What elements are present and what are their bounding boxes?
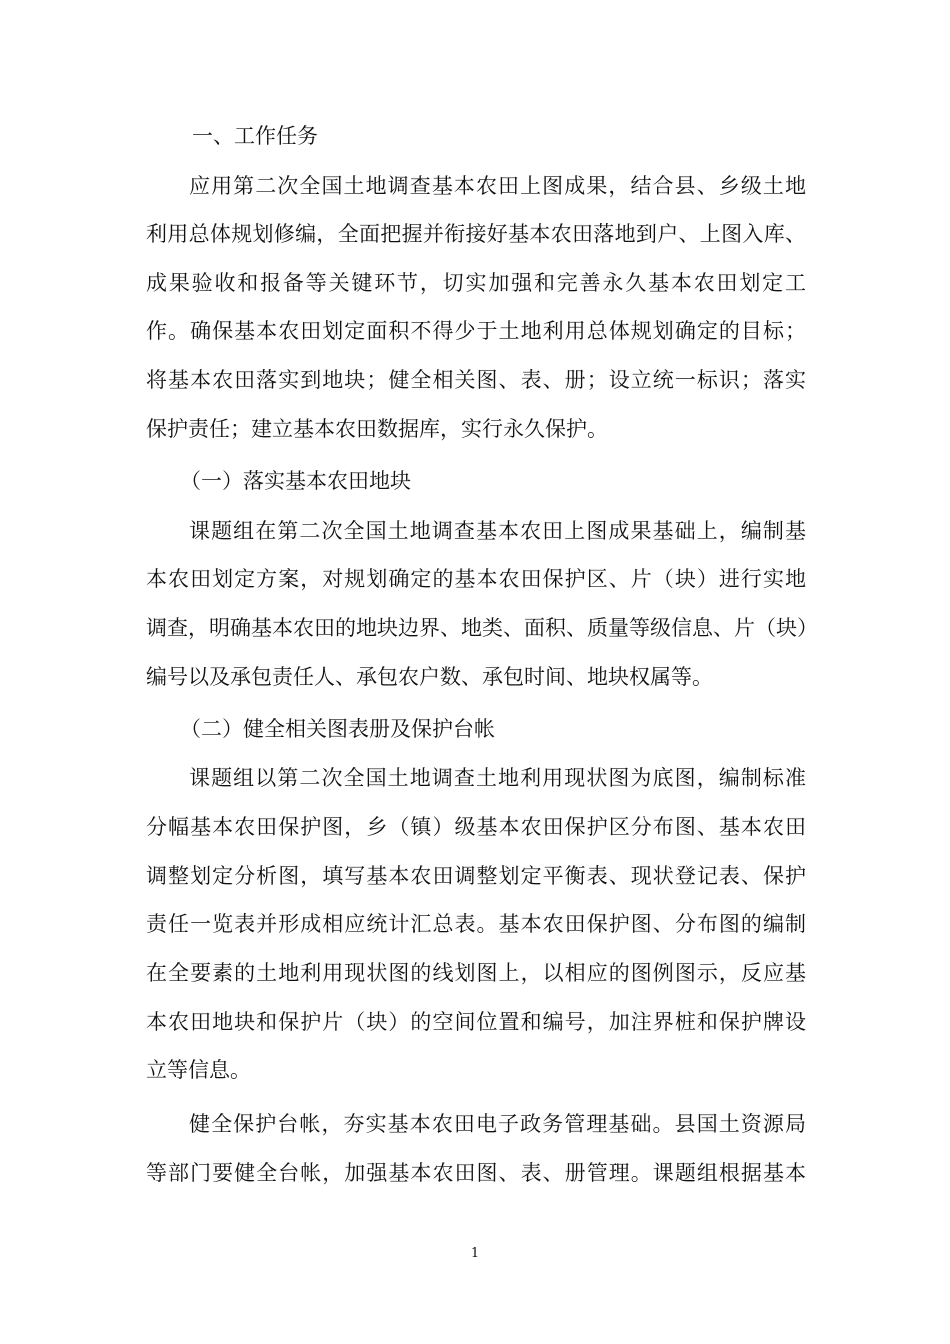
paragraph-line: 在全要素的土地利用现状图的线划图上，以相应的图例图示，反应基: [146, 961, 806, 985]
paragraph-line: 责任一览表并形成相应统计汇总表。基本农田保护图、分布图的编制: [146, 912, 806, 936]
paragraph-line: 等部门要健全台帐，加强基本农田图、表、册管理。课题组根据基本: [146, 1161, 806, 1185]
page-number: 1: [470, 1246, 480, 1261]
paragraph-line: 课题组在第二次全国土地调查基本农田上图成果基础上，编制基: [189, 519, 806, 543]
paragraph-line: 课题组以第二次全国土地调查土地利用现状图为底图，编制标准: [189, 766, 806, 790]
subsection-heading: （一）落实基本农田地块: [180, 469, 411, 493]
section-heading: 一、工作任务: [192, 124, 318, 148]
paragraph-line: 成果验收和报备等关键环节，切实加强和完善永久基本农田划定工: [146, 271, 806, 295]
subsection-heading: （二）健全相关图表册及保护台帐: [180, 717, 495, 741]
paragraph-line: 健全保护台帐，夯实基本农田电子政务管理基础。县国土资源局: [189, 1112, 806, 1136]
paragraph-line: 立等信息。: [146, 1058, 251, 1082]
paragraph-line: 本农田划定方案，对规划确定的基本农田保护区、片（块）进行实地: [146, 567, 806, 591]
paragraph-line: 编号以及承包责任人、承包农户数、承包时间、地块权属等。: [146, 665, 713, 689]
paragraph-line: 将基本农田落实到地块；健全相关图、表、册；设立统一标识；落实: [146, 368, 806, 392]
paragraph-line: 调整划定分析图，填写基本农田调整划定平衡表、现状登记表、保护: [146, 864, 806, 888]
paragraph-line: 分幅基本农田保护图，乡（镇）级基本农田保护区分布图、基本农田: [146, 815, 806, 839]
paragraph-line: 应用第二次全国土地调查基本农田上图成果，结合县、乡级土地: [189, 174, 806, 198]
paragraph-line: 本农田地块和保护片（块）的空间位置和编号，加注界桩和保护牌设: [146, 1010, 806, 1034]
paragraph-line: 调查，明确基本农田的地块边界、地类、面积、质量等级信息、片（块）: [146, 616, 818, 640]
paragraph-line: 利用总体规划修编，全面把握并衔接好基本农田落地到户、上图入库、: [146, 222, 806, 246]
paragraph-line: 保护责任；建立基本农田数据库，实行永久保护。: [146, 417, 608, 441]
paragraph-line: 作。确保基本农田划定面积不得少于土地利用总体规划确定的目标；: [146, 319, 806, 343]
